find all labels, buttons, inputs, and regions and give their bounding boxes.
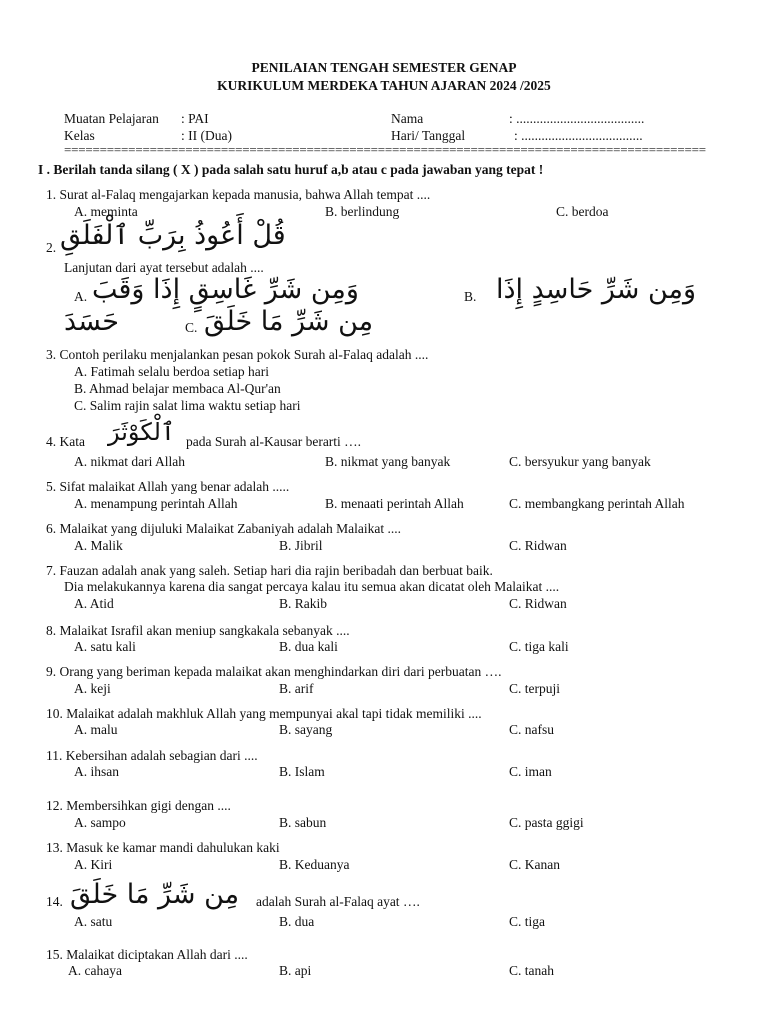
question-2: Lanjutan dari ayat tersebut adalah .... bbox=[64, 260, 264, 275]
q2-option-b[interactable]: B. bbox=[464, 289, 477, 304]
question-7: 7. Fauzan adalah anak yang saleh. Setiap hari dia rajin beribadah dan berbuat baik. bbox=[46, 563, 493, 578]
subject-value: : PAI bbox=[181, 111, 209, 126]
date-value: : .................................... bbox=[514, 128, 643, 143]
q3-option-a[interactable]: A. Fatimah selalu berdoa setiap hari bbox=[74, 364, 269, 379]
date-label: Hari/ Tanggal bbox=[391, 128, 466, 143]
q1-option-c[interactable]: C. berdoa bbox=[556, 204, 609, 219]
exam-title: PENILAIAN TENGAH SEMESTER GENAP bbox=[251, 60, 517, 75]
name-label: Nama bbox=[391, 111, 424, 126]
name-value: : ...................................... bbox=[509, 111, 645, 126]
q14-option-b[interactable]: B. dua bbox=[279, 914, 315, 929]
q14-option-c[interactable]: C. tiga bbox=[509, 914, 545, 929]
q8-option-c[interactable]: C. tiga kali bbox=[509, 639, 569, 654]
q2-option-b-arabic[interactable]: وَمِن شَرِّ حَاسِدٍ إِذَا bbox=[496, 274, 697, 305]
q11-option-c[interactable]: C. iman bbox=[509, 764, 552, 779]
q10-option-a[interactable]: A. malu bbox=[74, 722, 118, 737]
separator-line: ========================================================================================== bbox=[64, 142, 706, 157]
q15-option-b[interactable]: B. api bbox=[279, 963, 312, 978]
question-14: adalah Surah al-Falaq ayat …. bbox=[256, 894, 420, 909]
q7-option-b[interactable]: B. Rakib bbox=[279, 596, 328, 611]
q12-option-a[interactable]: A. sampo bbox=[74, 815, 126, 830]
q10-option-b[interactable]: B. sayang bbox=[279, 722, 333, 737]
question-7-line-2: Dia melakukannya karena dia sangat percaya kalau itu semua akan dicatat oleh Malaikat .... bbox=[64, 579, 560, 594]
question-2-arabic-verse: قُلْ أَعُوذُ بِرَبِّ ٱلْفَلَقِ bbox=[60, 220, 286, 251]
q12-option-c[interactable]: C. pasta ggigi bbox=[509, 815, 584, 830]
q3-option-b[interactable]: B. Ahmad belajar membaca Al-Qur'an bbox=[74, 381, 281, 396]
exam-subtitle: KURIKULUM MERDEKA TAHUN AJARAN 2024 /2025 bbox=[217, 78, 551, 93]
q8-option-a[interactable]: A. satu kali bbox=[74, 639, 136, 654]
q1-option-b[interactable]: B. berlindung bbox=[325, 204, 400, 219]
question-14-number: 14. bbox=[46, 894, 63, 909]
question-11: 11. Kebersihan adalah sebagian dari .... bbox=[46, 748, 258, 763]
q13-option-c[interactable]: C. Kanan bbox=[509, 857, 560, 872]
q2-option-c-arabic[interactable]: مِن شَرِّ مَا خَلَقَ bbox=[204, 306, 374, 337]
question-5: 5. Sifat malaikat Allah yang benar adalah ..... bbox=[46, 479, 290, 494]
q5-option-a[interactable]: A. menampung perintah Allah bbox=[74, 496, 238, 511]
q2-option-b-arabic-cont[interactable]: حَسَدَ bbox=[64, 306, 119, 337]
q6-option-b[interactable]: B. Jibril bbox=[279, 538, 323, 553]
q5-option-b[interactable]: B. menaati perintah Allah bbox=[325, 496, 464, 511]
question-4-prefix: 4. Kata bbox=[46, 434, 85, 449]
q12-option-b[interactable]: B. sabun bbox=[279, 815, 327, 830]
q13-option-a[interactable]: A. Kiri bbox=[74, 857, 113, 872]
q6-option-a[interactable]: A. Malik bbox=[74, 538, 123, 553]
question-3: 3. Contoh perilaku menjalankan pesan pokok Surah al-Falaq adalah .... bbox=[46, 347, 429, 362]
q14-option-a[interactable]: A. satu bbox=[74, 914, 113, 929]
question-8: 8. Malaikat Israfil akan meniup sangkakala sebanyak .... bbox=[46, 623, 350, 638]
q15-option-c[interactable]: C. tanah bbox=[509, 963, 554, 978]
q5-option-c[interactable]: C. membangkang perintah Allah bbox=[509, 496, 685, 511]
q4-option-b[interactable]: B. nikmat yang banyak bbox=[325, 454, 451, 469]
question-13: 13. Masuk ke kamar mandi dahulukan kaki bbox=[46, 840, 280, 855]
question-9: 9. Orang yang beriman kepada malaikat akan menghindarkan diri dari perbuatan …. bbox=[46, 664, 502, 679]
q4-option-c[interactable]: C. bersyukur yang banyak bbox=[509, 454, 651, 469]
q9-option-a[interactable]: A. keji bbox=[74, 681, 111, 696]
question-10: 10. Malaikat adalah makhluk Allah yang mempunyai akal tapi tidak memiliki .... bbox=[46, 706, 482, 721]
q7-option-a[interactable]: A. Atid bbox=[74, 596, 114, 611]
q3-option-c[interactable]: C. Salim rajin salat lima waktu setiap hari bbox=[74, 398, 301, 413]
subject-label: Muatan Pelajaran bbox=[64, 111, 159, 126]
q9-option-c[interactable]: C. terpuji bbox=[509, 681, 560, 696]
q1-option-a[interactable]: A. meminta bbox=[74, 204, 138, 219]
q9-option-b[interactable]: B. arif bbox=[279, 681, 314, 696]
q10-option-c[interactable]: C. nafsu bbox=[509, 722, 554, 737]
q11-option-b[interactable]: B. Islam bbox=[279, 764, 325, 779]
question-14-arabic-verse: مِن شَرِّ مَا خَلَقَ bbox=[70, 879, 240, 910]
question-6: 6. Malaikat yang dijuluki Malaikat Zabaniyah adalah Malaikat .... bbox=[46, 521, 402, 536]
question-12: 12. Membersihkan gigi dengan .... bbox=[46, 798, 231, 813]
question-4-arabic-word: ٱلْكَوْثَرَ bbox=[108, 418, 175, 446]
q2-option-a-arabic[interactable]: وَمِن شَرِّ غَاسِقٍ إِذَا وَقَبَ bbox=[92, 274, 359, 305]
question-2-number: 2. bbox=[46, 240, 57, 255]
q15-option-a[interactable]: A. cahaya bbox=[68, 963, 122, 978]
instruction-text: I . Berilah tanda silang ( X ) pada salah satu huruf a,b atau c pada jawaban yang tepat ! bbox=[38, 162, 544, 177]
q7-option-c[interactable]: C. Ridwan bbox=[509, 596, 567, 611]
q2-option-c[interactable]: C. bbox=[185, 320, 198, 335]
question-4: pada Surah al-Kausar berarti …. bbox=[186, 434, 362, 449]
class-value: : II (Dua) bbox=[181, 128, 232, 143]
question-15: 15. Malaikat diciptakan Allah dari .... bbox=[46, 947, 248, 962]
q8-option-b[interactable]: B. dua kali bbox=[279, 639, 338, 654]
class-label: Kelas bbox=[64, 128, 95, 143]
q11-option-a[interactable]: A. ihsan bbox=[74, 764, 119, 779]
q4-option-a[interactable]: A. nikmat dari Allah bbox=[74, 454, 185, 469]
question-1: 1. Surat al-Falaq mengajarkan kepada manusia, bahwa Allah tempat .... bbox=[46, 187, 431, 202]
q2-option-a[interactable]: A. bbox=[74, 289, 88, 304]
q6-option-c[interactable]: C. Ridwan bbox=[509, 538, 567, 553]
q13-option-b[interactable]: B. Keduanya bbox=[279, 857, 350, 872]
